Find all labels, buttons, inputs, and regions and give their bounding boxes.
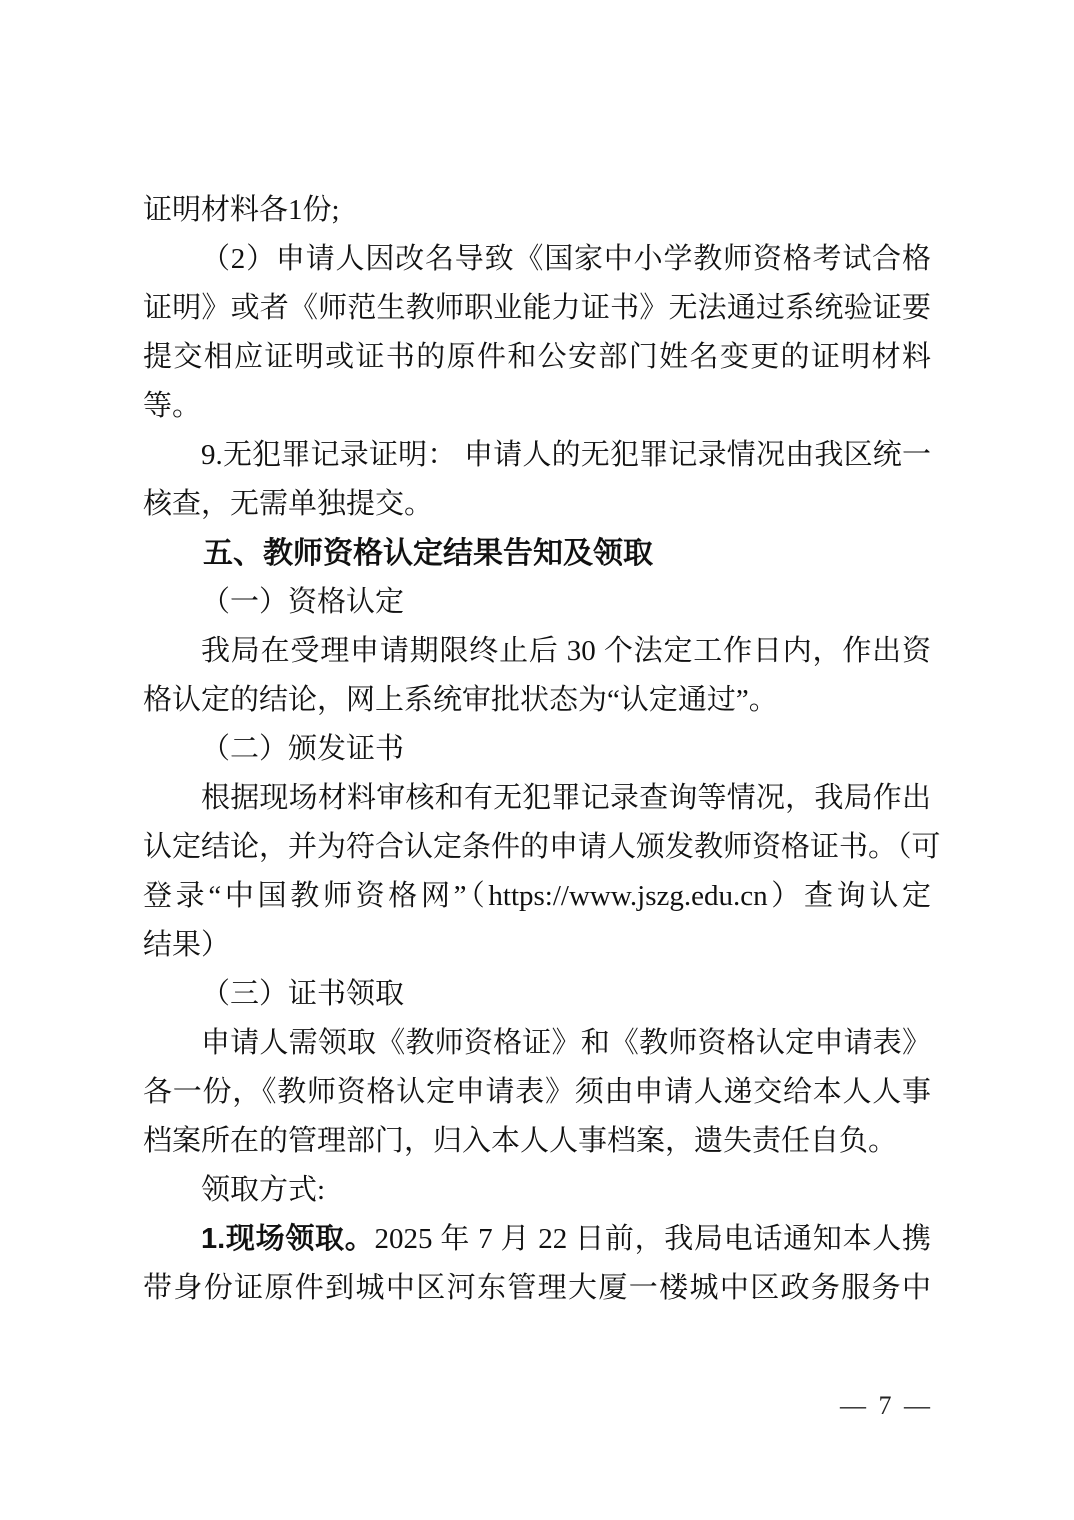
document-line: 结果） bbox=[143, 929, 231, 961]
document-line: 认定结论，并为符合认定条件的申请人颁发教师资格证书。（可 bbox=[143, 831, 941, 863]
document-line: 我局在受理申请期限终止后 30 个法定工作日内，作出资 bbox=[201, 635, 931, 667]
subsection-heading: （二）颁发证书 bbox=[201, 733, 405, 765]
page-number: — 7 — bbox=[840, 1391, 933, 1420]
document-line: 各一份，《教师资格认定申请表》须由申请人递交给本人人事 bbox=[143, 1076, 931, 1108]
subsection-heading: （一）资格认定 bbox=[201, 586, 405, 618]
document-line-url: 登录“中国教师资格网”（https://www.jszg.edu.cn）查询认定 bbox=[143, 880, 931, 912]
document-line bbox=[143, 1215, 931, 1264]
document-line: 格认定的结论，网上系统审批状态为“认定通过”。 bbox=[143, 684, 778, 716]
document-body bbox=[143, 186, 941, 1313]
document-line: （2）申请人因改名导致《国家中小学教师资格考试合格 bbox=[201, 243, 931, 275]
document-line: 档案所在的管理部门，归入本人人事档案，遗失责任自负。 bbox=[143, 1125, 898, 1157]
document-line: 证明材料各1份; bbox=[143, 194, 340, 226]
document-line: 提交相应证明或证书的原件和公安部门姓名变更的证明材料 bbox=[143, 341, 931, 373]
document-line: 根据现场材料审核和有无犯罪记录查询等情况，我局作出 bbox=[201, 782, 931, 814]
document-line: 核查，无需单独提交。 bbox=[143, 488, 434, 520]
document-line: 证明》或者《师范生教师职业能力证书》无法通过系统验证要 bbox=[143, 292, 931, 324]
document-line: 等。 bbox=[143, 390, 202, 422]
document-line: 带身份证原件到城中区河东管理大厦一楼城中区政务服务中 bbox=[143, 1272, 931, 1304]
document-line: 9.无犯罪记录证明： 申请人的无犯罪记录情况由我区统一 bbox=[201, 439, 931, 471]
document-line: 领取方式: bbox=[201, 1174, 326, 1206]
bold-lead-text: 1.现场领取。 bbox=[201, 1223, 375, 1255]
section-heading: 五、教师资格认定结果告知及领取 bbox=[203, 537, 653, 570]
document-line-text: 2025 年 7 月 22 日前，我局电话通知本人携 bbox=[374, 1223, 931, 1255]
subsection-heading: （三）证书领取 bbox=[201, 978, 405, 1010]
document-line: 申请人需领取《教师资格证》和《教师资格认定申请表》 bbox=[201, 1027, 931, 1059]
